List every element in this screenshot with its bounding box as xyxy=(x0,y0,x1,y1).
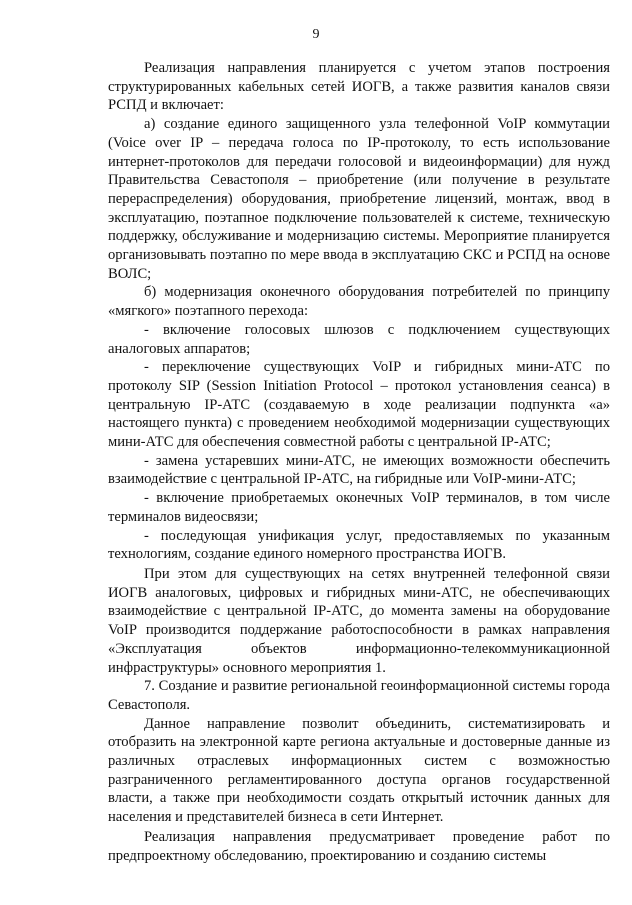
paragraph-bullet-unification: - последующая унификация услуг, предоставляемых по указанным технологиям, создание единого номерного пространства ИОГВ. xyxy=(108,527,610,563)
paragraph-maintenance: При этом для существующих на сетях внутренней телефонной связи ИОГВ аналоговых, цифровых и гибридных мини-АТС, не обеспечивающих взаимодействие с центральной IP-АТС, до момента замены на оборудование VoIP производится поддержание работоспособности в рамках направления «Эксплуатация объектов информационно-телекоммуникационной инфраструктуры» основного мероприятия 1. xyxy=(108,565,610,676)
paragraph-gis-description: Данное направление позволит объединить, систематизировать и отобразить на электронной карте региона актуальные и достоверные данные из различных отраслевых информационных систем с возможностью разграниченного регламентированного доступа органов государственной власти, а также при необходимости создать открытый источник данных для населения и представителей бизнеса в сети Интернет. xyxy=(108,715,610,826)
paragraph-bullet-switching: - переключение существующих VoIP и гибридных мини-АТС по протоколу SIP (Session Initiation Protocol – протокол установления сеанса) в центральную IP-АТС (создаваемую в ходе реализации подпункта «а» настоящего пункта) с проведением необходимой модернизации существующих мини-АТС для обеспечения совместной работы с центральной IP-АТС; xyxy=(108,359,610,451)
paragraph-item-b: б) модернизация оконечного оборудования потребителей по принципу «мягкого» поэтапного перехода: xyxy=(108,284,610,320)
paragraph-intro: Реализация направления планируется с учетом этапов построения структурированных кабельных сетей ИОГВ, а также развития каналов связи РСПД и включает: xyxy=(108,60,610,114)
page-number: 9 xyxy=(312,27,320,42)
paragraph-section-7-heading: 7. Создание и развитие региональной геоинформационной системы города Севастополя. xyxy=(108,678,610,713)
paragraph-bullet-gateways: - включение голосовых шлюзов с подключением существующих аналоговых аппаратов; xyxy=(108,321,610,357)
paragraph-bullet-replacement: - замена устаревших мини-АТС, не имеющих возможности обеспечить взаимодействие с центральной IP-АТС, на гибридные или VoIP-мини-АТС; xyxy=(108,452,610,488)
document-body xyxy=(108,59,610,865)
paragraph-bullet-terminals: - включение приобретаемых оконечных VoIP терминалов, в том числе терминалов видеосвязи; xyxy=(108,490,610,525)
paragraph-implementation: Реализация направления предусматривает проведение работ по предпроектному обследованию, проектированию и созданию системы xyxy=(108,828,610,864)
paragraph-item-a: а) создание единого защищенного узла телефонной VoIP коммутации (Voice over IP – передача голоса по IP-протоколу, то есть использование интернет-протоколов для передачи голосовой и видеоинформации) для нужд Правительства Севастополя – приобретение (или получение в результате перераспределения) оборудования, приобретение лицензий, монтаж, ввод в эксплуатацию, поэтапное подключение пользователей к системе, техническую поддержку, обслуживание и модернизацию системы. Мероприятие планируется организовывать поэтапно по мере ввода в эксплуатацию СКС и РСПД на основе ВОЛС; xyxy=(108,116,610,282)
